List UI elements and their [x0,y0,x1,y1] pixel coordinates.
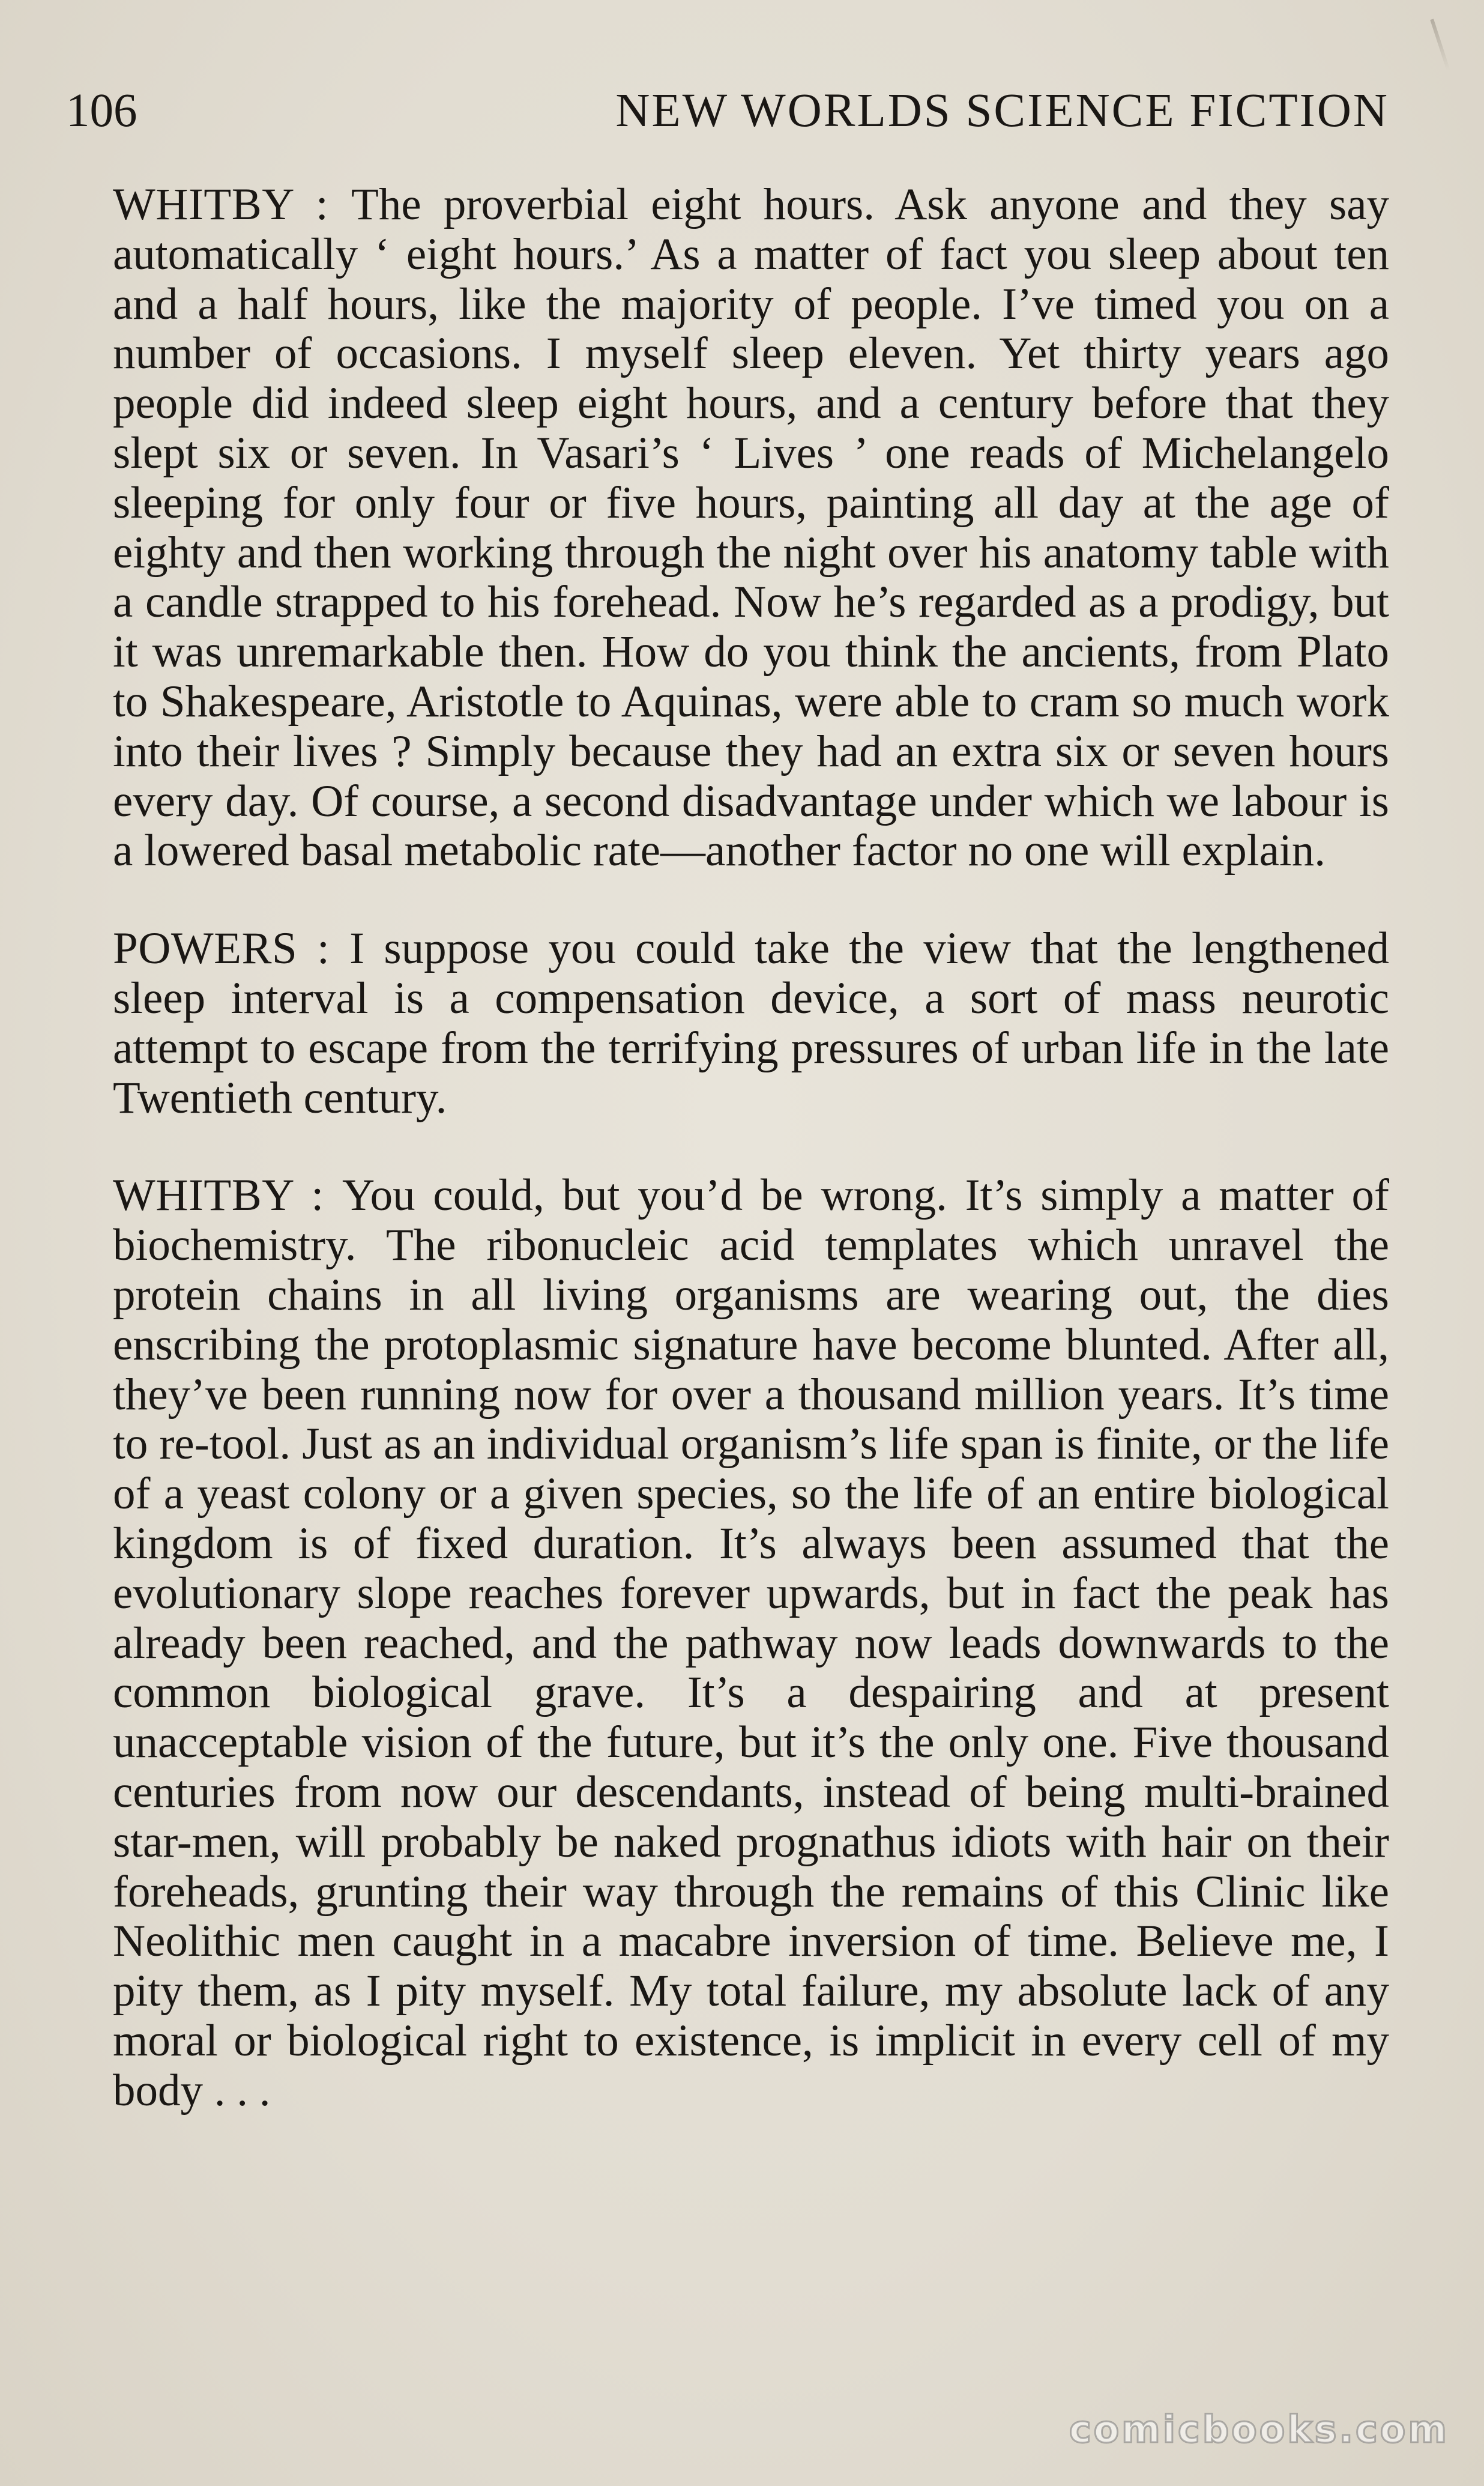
magazine-title: NEW WORLDS SCIENCE FICTION [615,85,1389,137]
body-text [113,180,1389,2164]
dialogue-text: I suppose you could take the view that the lengthened sleep interval is a compensation device, a sort of mass neurotic attempt to escape from the terrifying pressures of urban life in the late Twentieth century. [113,924,1389,1123]
page-number: 106 [66,85,137,137]
dialogue-paragraph-powers [113,924,1389,1123]
dialogue-paragraph-whitby-2 [113,1171,1389,2116]
watermark: comicbooks.com [1069,2407,1449,2451]
speaker-label: WHITBY : [113,180,352,229]
speaker-label: POWERS : [113,924,350,974]
speaker-label: WHITBY : [113,1170,343,1221]
running-head [66,81,1389,141]
dialogue-text: The proverbial eight hours. Ask anyone and they say automatically ‘ eight hours.’ As a matter of fact you sleep about ten and a half hours, like the majority of people. I’ve timed you on a number of occasions. I myself sleep eleven. Yet thirty years ago people did indeed sleep eight hours, and a century before that they slept six or seven. In Vasari’s ‘ Lives ’ one reads of Michelangelo sleeping for only four or five hours, painting all day at the age of eighty and then working through the night over his anatomy table with a candle strapped to his forehead. Now he’s regarded as a prodigy, but it was unremarkable then. How do you think the ancients, from Plato to Shakespeare, Aristotle to Aquinas, were able to cram so much work into their lives ? Simply because they had an extra six or seven hours every day. Of course, a second disadvantage under which we labour is a lowered basal metabolic rate—another factor no one will explain. [113,180,1389,876]
dialogue-text: You could, but you’d be wrong. It’s simply a matter of biochemistry. The ribonucleic acid templates which unravel the protein chains in all living organisms are wearing out, the dies enscribing the protoplasmic signature have become blunted. After all, they’ve been running now for over a thousand million years. It’s time to re-tool. Just as an individual organism’s life span is finite, or the life of a yeast colony or a given species, so the life of an entire biological kingdom is of fixed duration. It’s always been assumed that the evolutionary slope reaches forever upwards, but in fact the peak has already been reached, and the pathway now leads downwards to the common biological grave. It’s a despairing and at present unacceptable vision of the future, but it’s the only one. Five thousand centuries from now our descendants, instead of being multi-brained star-men, will probably be naked prognathus idiots with hair on their foreheads, grunting their way through the remains of this Clinic like Neolithic men caught in a macabre inversion of time. Believe me, I pity them, as I pity myself. My total failure, my absolute lack of any moral or biological right to existence, is implicit in every cell of my body . . . [113,1170,1390,2116]
dialogue-paragraph-whitby-1 [113,180,1389,876]
page-edge-mark [1430,19,1450,71]
